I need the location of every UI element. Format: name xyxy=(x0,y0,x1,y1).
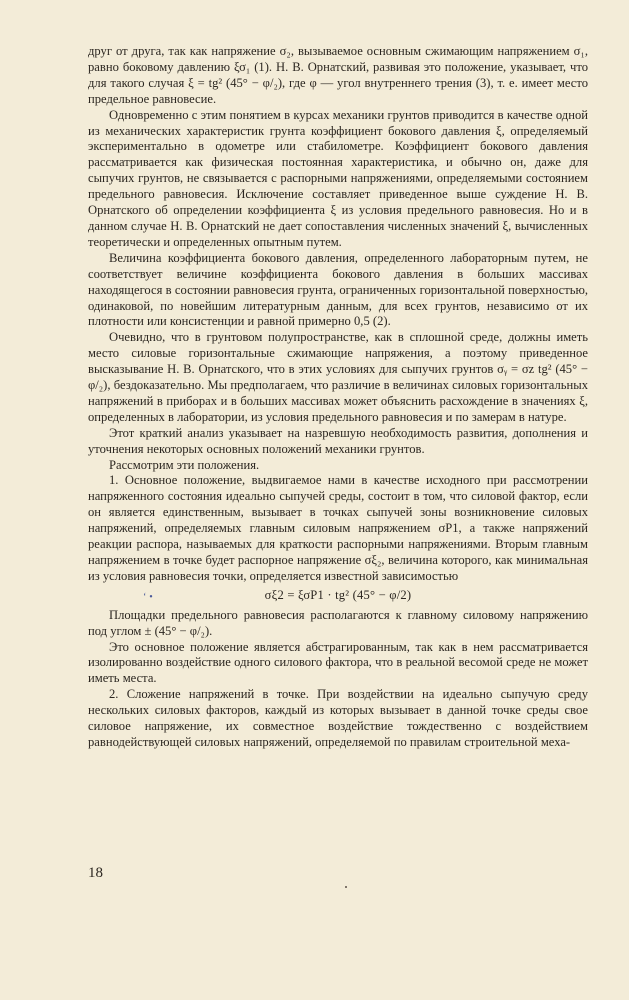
formula-block xyxy=(88,588,588,604)
paragraph: Это основное положение является абстрагированным, так как в нем рассматривается изолированно воздействие одного силового фактора, что в реальной весомой среде не может иметь места. xyxy=(88,639,588,686)
formula: σξ2 = ξσP1 · tg² (45° − φ/2) xyxy=(264,587,412,602)
paragraph: друг от друга, так как напряжение σ₂, вызываемое основным сжимающим напряжением σ₁, равно боковому давлению ξσ₁ (1). Н. В. Орнатский, развивая это положение, указывает, что для такого случая ξ = tg² (45° − φ/₂), где φ — угол внутреннего трения (3), т. е. имеет место предельное равновесие. xyxy=(88,44,588,106)
paragraph: Площадки предельного равновесия располагаются к главному силовому напряжению под углом ± (45° − φ/₂). xyxy=(88,607,588,638)
paragraph: Величина коэффициента бокового давления, определенного лабораторным путем, не соответствует величине коэффициента бокового давления в больших массивах находящегося в состоянии равновесия грунта, ограниченных горизонтальной поверхностью, одинаковой, по новейшим литературным данным, для всех грунтов, независимо от их плотности или консистенции и равной примерно 0,5 (2). xyxy=(88,250,588,329)
paragraph: 1. Основное положение, выдвигаемое нами в качестве исходного при рассмотрении напряженного состояния идеально сыпучей среды, состоит в том, что силовой фактор, если он является единственным, вызывает в точках сыпучей зоны возникновение силовых напряжений, определяемых главным силовым напряжением σP1, а также напряжений реакции распора, называемых для краткости распорными напряжениями. Вторым главным напряжением в точке будет распорное напряжение σξ₂, величина которого, как минимальная из условия равновесия точки, определяется известной зависимостью xyxy=(88,473,588,583)
paragraph: Рассмотрим эти положения. xyxy=(109,457,260,472)
paragraph: 2. Сложение напряжений в точке. При воздействии на идеально сыпучую среду нескольких силовых факторов, каждый из которых вызывает в данной точке среды свое силовое напряжение, их совместное воздействие тождественно с воздействием равнодействующей силовых напряжений, определяемой по правилам строительной меха- xyxy=(88,687,588,749)
paragraph: Очевидно, что в грунтовом полупространстве, как в сплошной среде, должны иметь место силовые горизонтальные сжимающие напряжения, а поэтому приведенное высказывание Н. В. Орнатского, что в этих условиях для сыпучих грунтов σᵧ = σz tg² (45° − φ/₂), бездоказательно. Мы предполагаем, что различие в величинах силовых горизонтальных напряжений в приборах и в больших массивах может объяснить расхождение в значениях ξ, определенных в лаборатории, из условия предельного равновесия и по замерам в натуре. xyxy=(88,330,588,424)
paragraph: Этот краткий анализ указывает на назревшую необходимость развития, дополнения и уточнения некоторых основных положений механики грунтов. xyxy=(88,425,588,456)
paragraph: Одновременно с этим понятием в курсах механики грунтов приводится в качестве одной из механических характеристик грунта коэффициент бокового давления ξ, определяемый экспериментально в одометре или стабилометре. Коэффициент бокового давления рассматривается как физическая постоянная характеристика, и обычно он, даже для сыпучих грунтов, не связывается с распорными напряжениями, определяемыми состоянием предельного равновесия. Исключение составляет приведенное выше суждение Н. В. Орнатского об определении коэффициента ξ из условия предельного равновесия. Но и в данном случае Н. В. Орнатский не дает сопоставления численных значений ξ, вычисленных теоретически и определенных опытным путем. xyxy=(88,107,588,249)
ink-mark: ‘ • xyxy=(143,591,153,603)
ink-dot xyxy=(345,886,347,888)
body-text xyxy=(88,44,588,751)
page-number: 18 xyxy=(88,865,103,881)
